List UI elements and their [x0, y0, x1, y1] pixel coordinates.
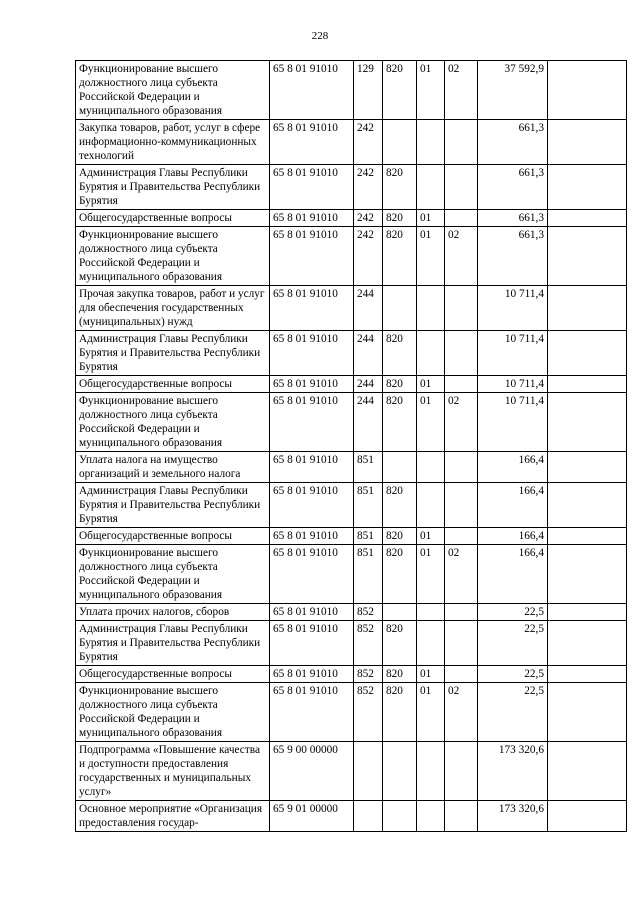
- row-section: [417, 452, 445, 483]
- row-extra: [548, 227, 627, 286]
- row-name: Уплата налога на имущество организаций и земельного налога: [76, 452, 270, 483]
- row-name: Функционирование высшего должностного лица субъекта Российской Федерации и муниципального образования: [76, 61, 270, 120]
- row-expense-type: 242: [354, 210, 383, 227]
- row-extra: [548, 61, 627, 120]
- row-grbs: [383, 742, 417, 801]
- row-expense-type: [354, 801, 383, 832]
- row-name: Администрация Главы Республики Бурятия и Правительства Республики Бурятия: [76, 621, 270, 666]
- row-expense-type: 851: [354, 528, 383, 545]
- table-row: [76, 227, 627, 286]
- row-amount: 37 592,9: [478, 61, 548, 120]
- row-expense-type: [354, 742, 383, 801]
- row-name: Закупка товаров, работ, услуг в сфере информационно-коммуникационных технологий: [76, 120, 270, 165]
- row-name: Функционирование высшего должностного лица субъекта Российской Федерации и муниципального образования: [76, 683, 270, 742]
- row-section: 01: [417, 61, 445, 120]
- row-amount: 166,4: [478, 483, 548, 528]
- row-name: Уплата прочих налогов, сборов: [76, 604, 270, 621]
- row-grbs: 820: [383, 227, 417, 286]
- row-extra: [548, 528, 627, 545]
- row-section: 01: [417, 210, 445, 227]
- row-csr: 65 8 01 91010: [270, 331, 354, 376]
- page-number: 228: [311, 30, 329, 42]
- row-grbs: 820: [383, 210, 417, 227]
- row-csr: 65 8 01 91010: [270, 120, 354, 165]
- row-extra: [548, 683, 627, 742]
- row-name: Основное мероприятие «Организация предоставления государ-: [76, 801, 270, 832]
- row-extra: [548, 742, 627, 801]
- row-csr: 65 8 01 91010: [270, 621, 354, 666]
- row-section: 01: [417, 683, 445, 742]
- row-subsection: [445, 331, 478, 376]
- row-amount: 173 320,6: [478, 742, 548, 801]
- row-amount: 166,4: [478, 452, 548, 483]
- row-subsection: 02: [445, 227, 478, 286]
- row-expense-type: 242: [354, 120, 383, 165]
- row-section: [417, 621, 445, 666]
- row-amount: 22,5: [478, 683, 548, 742]
- row-grbs: 820: [383, 165, 417, 210]
- row-amount: 22,5: [478, 604, 548, 621]
- row-name: Общегосударственные вопросы: [76, 376, 270, 393]
- row-grbs: [383, 286, 417, 331]
- row-amount: 173 320,6: [478, 801, 548, 832]
- row-csr: 65 8 01 91010: [270, 61, 354, 120]
- row-extra: [548, 604, 627, 621]
- row-expense-type: 851: [354, 545, 383, 604]
- row-subsection: [445, 621, 478, 666]
- row-csr: 65 8 01 91010: [270, 210, 354, 227]
- row-section: 01: [417, 666, 445, 683]
- row-grbs: 820: [383, 545, 417, 604]
- row-expense-type: 244: [354, 376, 383, 393]
- row-subsection: 02: [445, 683, 478, 742]
- row-name: Общегосударственные вопросы: [76, 666, 270, 683]
- row-section: [417, 483, 445, 528]
- row-extra: [548, 165, 627, 210]
- table-row: [76, 604, 627, 621]
- row-section: 01: [417, 545, 445, 604]
- table-row: [76, 666, 627, 683]
- row-extra: [548, 393, 627, 452]
- row-subsection: [445, 742, 478, 801]
- row-amount: 661,3: [478, 120, 548, 165]
- row-csr: 65 8 01 91010: [270, 545, 354, 604]
- table-row: [76, 683, 627, 742]
- row-subsection: [445, 483, 478, 528]
- budget-table-body: [76, 61, 627, 832]
- row-amount: 10 711,4: [478, 331, 548, 376]
- row-amount: 22,5: [478, 621, 548, 666]
- row-expense-type: 244: [354, 331, 383, 376]
- row-subsection: 02: [445, 393, 478, 452]
- row-expense-type: 242: [354, 227, 383, 286]
- row-name: Администрация Главы Республики Бурятия и Правительства Республики Бурятия: [76, 483, 270, 528]
- row-csr: 65 8 01 91010: [270, 227, 354, 286]
- row-grbs: 820: [383, 666, 417, 683]
- row-extra: [548, 376, 627, 393]
- row-csr: 65 8 01 91010: [270, 604, 354, 621]
- row-name: Общегосударственные вопросы: [76, 528, 270, 545]
- row-grbs: 820: [383, 61, 417, 120]
- row-subsection: [445, 801, 478, 832]
- row-grbs: [383, 604, 417, 621]
- row-grbs: 820: [383, 683, 417, 742]
- row-expense-type: 852: [354, 604, 383, 621]
- row-subsection: [445, 165, 478, 210]
- row-extra: [548, 286, 627, 331]
- row-name: Подпрограмма «Повышение качества и доступности предоставления государственных и муниципальных услуг»: [76, 742, 270, 801]
- row-csr: 65 8 01 91010: [270, 683, 354, 742]
- table-row: [76, 120, 627, 165]
- row-amount: 10 711,4: [478, 393, 548, 452]
- row-csr: 65 8 01 91010: [270, 483, 354, 528]
- row-section: 01: [417, 376, 445, 393]
- row-extra: [548, 666, 627, 683]
- table-row: [76, 528, 627, 545]
- row-subsection: [445, 210, 478, 227]
- row-amount: 166,4: [478, 528, 548, 545]
- table-row: [76, 61, 627, 120]
- row-section: 01: [417, 227, 445, 286]
- row-name: Функционирование высшего должностного лица субъекта Российской Федерации и муниципального образования: [76, 227, 270, 286]
- row-section: [417, 742, 445, 801]
- row-subsection: [445, 120, 478, 165]
- row-section: [417, 165, 445, 210]
- row-name: Прочая закупка товаров, работ и услуг для обеспечения государственных (муниципальных) нужд: [76, 286, 270, 331]
- row-amount: 661,3: [478, 227, 548, 286]
- row-expense-type: 851: [354, 452, 383, 483]
- budget-table: [75, 60, 627, 832]
- row-expense-type: 242: [354, 165, 383, 210]
- row-csr: 65 8 01 91010: [270, 286, 354, 331]
- row-csr: 65 8 01 91010: [270, 165, 354, 210]
- row-grbs: 820: [383, 393, 417, 452]
- row-subsection: [445, 376, 478, 393]
- row-subsection: [445, 452, 478, 483]
- row-section: 01: [417, 528, 445, 545]
- row-amount: 661,3: [478, 165, 548, 210]
- row-extra: [548, 545, 627, 604]
- row-grbs: 820: [383, 528, 417, 545]
- table-row: [76, 393, 627, 452]
- row-subsection: 02: [445, 545, 478, 604]
- table-row: [76, 545, 627, 604]
- table-row: [76, 376, 627, 393]
- table-row: [76, 165, 627, 210]
- row-extra: [548, 210, 627, 227]
- row-amount: 661,3: [478, 210, 548, 227]
- row-extra: [548, 483, 627, 528]
- row-grbs: 820: [383, 331, 417, 376]
- row-grbs: [383, 801, 417, 832]
- row-expense-type: 852: [354, 666, 383, 683]
- row-expense-type: 244: [354, 286, 383, 331]
- row-amount: 10 711,4: [478, 286, 548, 331]
- row-expense-type: 852: [354, 621, 383, 666]
- row-extra: [548, 120, 627, 165]
- row-extra: [548, 331, 627, 376]
- table-row: [76, 621, 627, 666]
- row-grbs: [383, 452, 417, 483]
- row-name: Администрация Главы Республики Бурятия и Правительства Республики Бурятия: [76, 331, 270, 376]
- table-row: [76, 452, 627, 483]
- row-subsection: [445, 528, 478, 545]
- row-subsection: 02: [445, 61, 478, 120]
- row-csr: 65 9 00 00000: [270, 742, 354, 801]
- row-grbs: 820: [383, 483, 417, 528]
- row-csr: 65 9 01 00000: [270, 801, 354, 832]
- table-row: [76, 331, 627, 376]
- row-csr: 65 8 01 91010: [270, 528, 354, 545]
- table-row: [76, 483, 627, 528]
- row-expense-type: 244: [354, 393, 383, 452]
- row-extra: [548, 452, 627, 483]
- row-amount: 22,5: [478, 666, 548, 683]
- row-extra: [548, 801, 627, 832]
- row-extra: [548, 621, 627, 666]
- row-name: Общегосударственные вопросы: [76, 210, 270, 227]
- row-section: 01: [417, 393, 445, 452]
- row-subsection: [445, 666, 478, 683]
- row-csr: 65 8 01 91010: [270, 666, 354, 683]
- row-section: [417, 331, 445, 376]
- row-expense-type: 851: [354, 483, 383, 528]
- row-expense-type: 852: [354, 683, 383, 742]
- row-subsection: [445, 604, 478, 621]
- table-row: [76, 742, 627, 801]
- row-section: [417, 801, 445, 832]
- row-grbs: 820: [383, 376, 417, 393]
- row-csr: 65 8 01 91010: [270, 452, 354, 483]
- row-grbs: 820: [383, 621, 417, 666]
- row-subsection: [445, 286, 478, 331]
- row-section: [417, 286, 445, 331]
- row-name: Администрация Главы Республики Бурятия и Правительства Республики Бурятия: [76, 165, 270, 210]
- row-csr: 65 8 01 91010: [270, 376, 354, 393]
- row-csr: 65 8 01 91010: [270, 393, 354, 452]
- table-row: [76, 801, 627, 832]
- row-amount: 10 711,4: [478, 376, 548, 393]
- row-name: Функционирование высшего должностного лица субъекта Российской Федерации и муниципального образования: [76, 545, 270, 604]
- row-name: Функционирование высшего должностного лица субъекта Российской Федерации и муниципального образования: [76, 393, 270, 452]
- row-expense-type: 129: [354, 61, 383, 120]
- row-section: [417, 120, 445, 165]
- table-row: [76, 210, 627, 227]
- row-amount: 166,4: [478, 545, 548, 604]
- row-section: [417, 604, 445, 621]
- table-row: [76, 286, 627, 331]
- row-grbs: [383, 120, 417, 165]
